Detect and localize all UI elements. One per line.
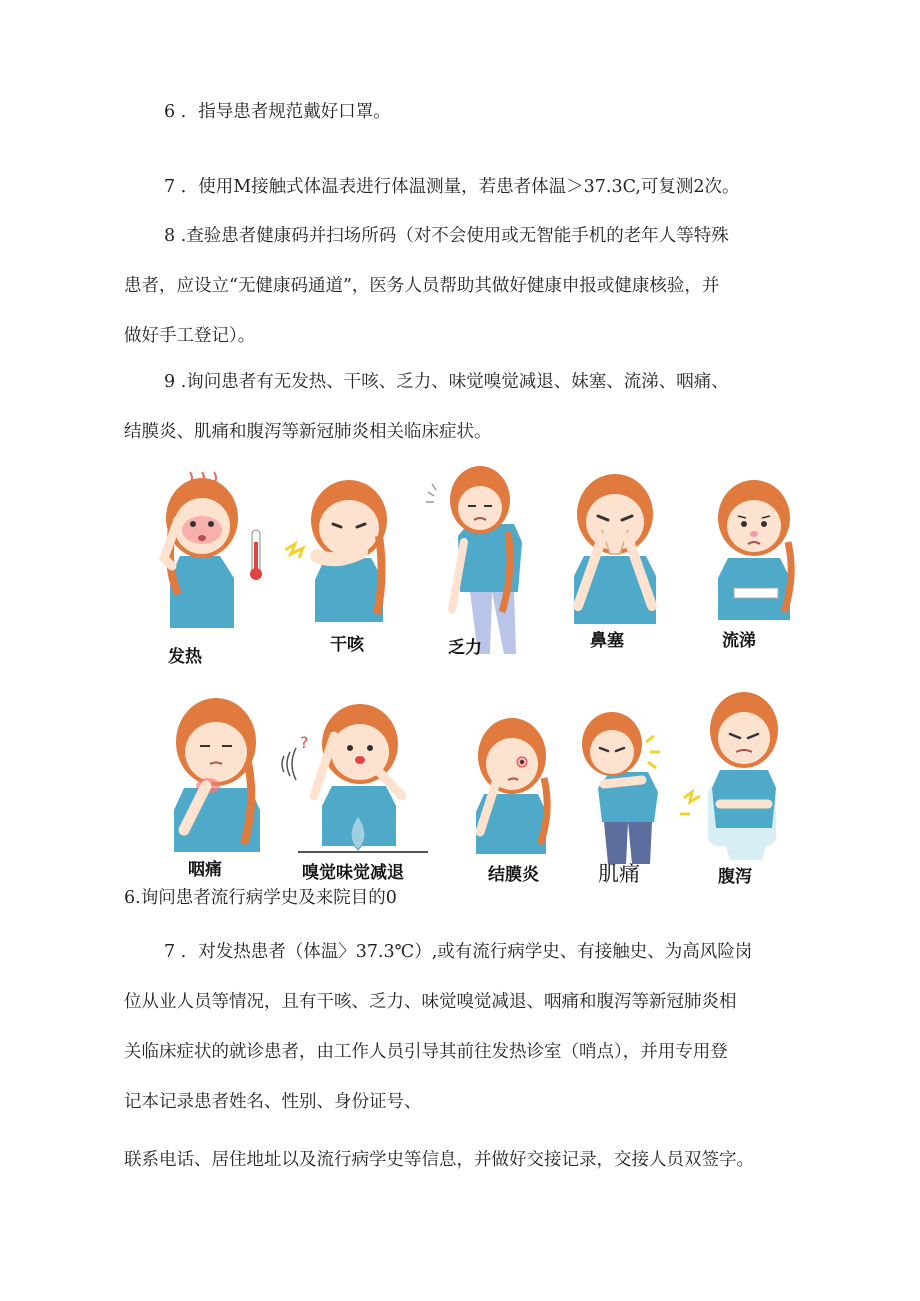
paragraph-fever-clinic: 7 ．对发热患者（体温〉37.3℃）,或有流行病学史、有接触史、为高风险岗 位从业人员等情况，且有干咳、乏力、味觉嗅觉减退、咽痛和腹泻等新冠肺炎相 关临床症状的就诊患者，由工作人员引导其前往发热诊室（哨点），并用专用登 记本记录患者姓名、性别、身份证号、	[124, 942, 753, 1112]
symptom-myalgia-label: 肌痛	[598, 862, 640, 886]
symptom-fever-label: 发热	[168, 647, 202, 667]
symptom-smell-taste-loss-label: 嗅觉味觉减退	[302, 863, 404, 883]
paragraph-health-code: 8 .查验患者健康码并扫场所码（对不会使用或无智能手机的老年人等特殊 患者，应设立“无健康码通道”，医务人员帮助其做好健康申报或健康核验，并 做好手工登记）。	[124, 226, 729, 346]
symptom-fever-figure	[150, 458, 270, 633]
svg-text:?: ?	[300, 733, 309, 752]
paragraph-thermometer: 7 ．使用M接触式体温表进行体温测量，若患者体温＞37.3C,可复测2次。	[164, 177, 740, 197]
symptom-nasal-congestion-figure	[560, 466, 670, 626]
symptom-diarrhea-figure	[680, 688, 784, 863]
symptom-diarrhea-label: 腹泻	[718, 867, 752, 887]
symptom-myalgia-figure	[568, 706, 678, 866]
symptom-nasal-congestion-label: 鼻塞	[590, 631, 624, 651]
paragraph-contact-info: 联系电话、居住地址以及流行病学史等信息，并做好交接记录，交接人员双签字。	[124, 1150, 754, 1170]
symptom-conjunctivitis-figure	[466, 712, 556, 857]
symptom-runny-nose-figure	[704, 472, 804, 622]
paragraph-epidemiology: 6.询问患者流行病学史及来院目的0	[124, 888, 397, 908]
symptom-dry-cough-figure	[285, 470, 405, 625]
symptom-sore-throat-label: 咽痛	[188, 860, 222, 880]
symptom-fatigue-figure	[418, 462, 533, 662]
paragraph-mask: 6 ．指导患者规范戴好口罩。	[164, 102, 391, 122]
symptom-sore-throat-figure	[164, 690, 274, 855]
symptom-conjunctivitis-label: 结膜炎	[488, 865, 539, 885]
symptom-dry-cough-label: 干咳	[330, 635, 364, 655]
paragraph-symptoms: 9 .询问患者有无发热、干咳、乏力、味觉嗅觉减退、妹塞、流涕、咽痛、 结膜炎、肌痛和腹泻等新冠肺炎相关临床症状。	[124, 372, 729, 442]
symptom-runny-nose-label: 流涕	[722, 631, 756, 651]
symptom-fatigue-label: 乏力	[448, 638, 482, 658]
symptom-smell-taste-loss-figure	[278, 696, 438, 856]
